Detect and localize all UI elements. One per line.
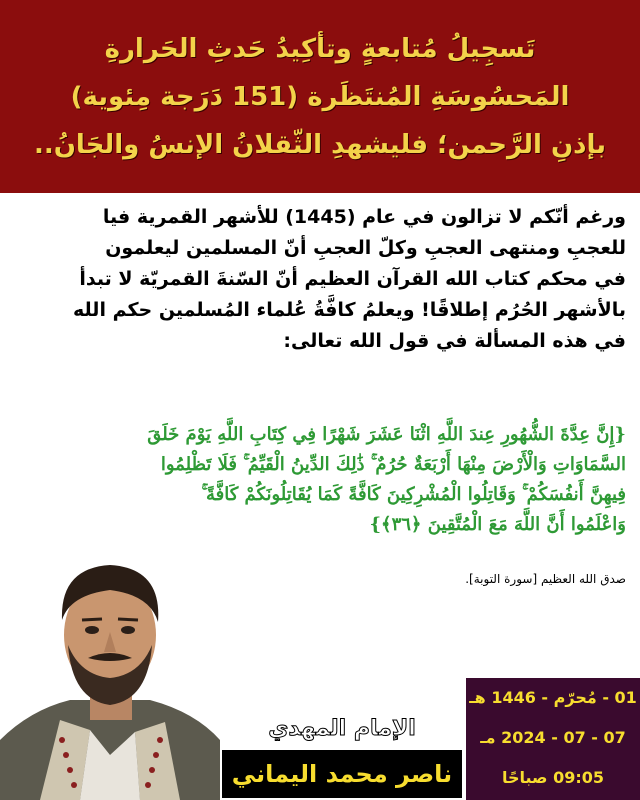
verse-line: فِيهِنَّ أَنفُسَكُمْ ۚ وَقَاتِلُوا الْمُشْرِكِينَ كَافَّةً كَمَا يُقَاتِلُونَكُمْ كَافَّةً ۚ [201,484,626,505]
title-line-2: المَحسُوسَةِ المُنتَظَرة (151 دَرَجة مِئوية) [70,81,570,112]
paragraph-line: للعجبِ ومنتهى العجبِ وكلّ العجبِ أنّ المسلمين ليعلمون [105,237,626,259]
title-line-1: تَسجِيلُ مُتابعةٍ وتأكِيدُ حَدثِ الحَرارةِ [104,33,536,64]
paragraph-line: بالأشهر الحُرُم إطلاقًا! ويعلمُ كافَّةُ عُلماء المُسلمين حكم الله [73,299,626,321]
gregorian-date: 07 - 07 - 2024 مـ [480,728,626,747]
verse-source: صدق الله العظيم [سورة التوبة]. [465,572,626,586]
verse-line: {إِنَّ عِدَّةَ الشُّهُورِ عِندَ اللَّهِ اثْنَا عَشَرَ شَهْرًا فِي كِتَابِ اللَّهِ يَوْمَ خَلَقَ [147,424,626,445]
title-line-3: بإذنِ الرَّحمن؛ فليشهدِ الثّقلانُ الإنسُ والجَانُ.. [33,129,607,160]
paragraph-line: في محكم كتاب الله القرآن العظيم أنّ السّنةَ القمريّة لا تبدأ [79,268,626,290]
hijri-date: 01 - مُحرّم - 1446 هـ [469,688,637,707]
statement-paragraph [14,202,626,357]
man-portrait-icon [0,540,220,800]
time-stamp: 09:05 صباحًا [501,768,605,787]
quran-verse [14,420,626,540]
imam-name: ناصر محمد اليماني [222,750,462,798]
title-banner [0,0,640,193]
verse-line: السَّمَاوَاتِ وَالْأَرْضَ مِنْهَا أَرْبَعَةٌ حُرُمٌ ۚ ذَٰلِكَ الدِّينُ الْقَيِّمُ ۚ فَلَا تَظْلِمُوا [160,454,626,475]
date-panel [466,678,640,800]
paragraph-line: في هذه المسألة في قول الله تعالى: [283,330,626,352]
signature-block [222,716,462,800]
imam-title: الإمام المهدي [268,716,416,741]
verse-line: وَاعْلَمُوا أَنَّ اللَّهَ مَعَ الْمُتَّقِينَ ﴿٣٦﴾} [369,514,626,535]
paragraph-line: ورغم أنّكم لا تزالون في عام (1445) للأشهر القمرية فيا [102,206,626,228]
